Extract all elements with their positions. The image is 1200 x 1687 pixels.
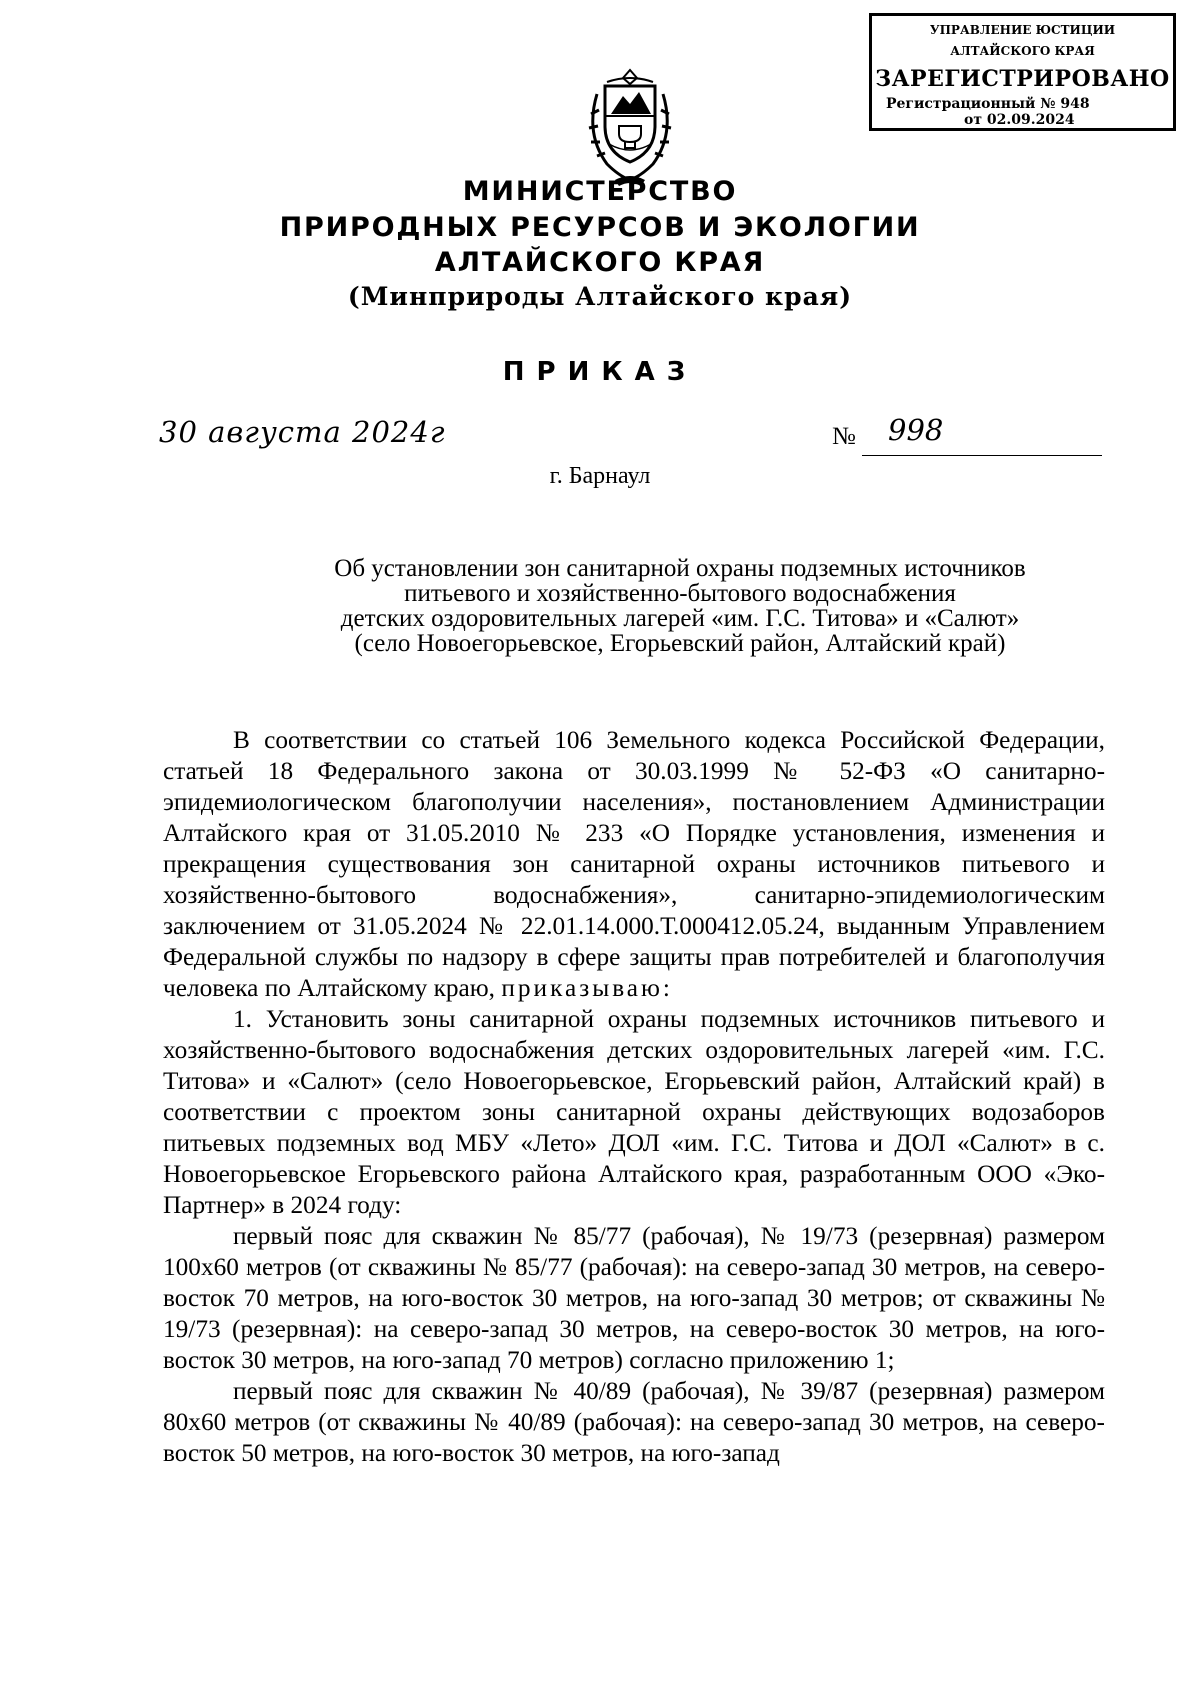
number-label: № [832, 423, 856, 450]
stamp-reg-date: от 02.09.2024 [964, 112, 1075, 128]
document-title [230, 556, 1130, 656]
belt-1-wells-85-19-paragraph: первый пояс для скважин № 85/77 (рабочая), № 19/73 (резервная) размером 100х60 метров (от скважины № 85/77 (рабочая): на северо-запад 30 метров, на северо-восток 70 метров, на юго-восток 30 метров, на юго-запад 30 метров; от скважины № 19/73 (резервная): на северо-запад 30 метров, на северо-восток 30 метров, на юго-восток 30 метров, на юго-запад 70 метров) согласно приложению 1; [163, 1222, 1105, 1374]
ministry-short-name: (Минприроды Алтайского края) [347, 282, 853, 311]
title-line: детских оздоровительных лагерей «им. Г.С. Титова» и «Салют» [340, 605, 1020, 632]
preamble-paragraph [163, 725, 1105, 1004]
city: г. Барнаул [549, 463, 651, 489]
preamble-text: В соответствии со статьей 106 Земельного кодекса Российской Федерации, статьей 18 Федерального закона от 30.03.1999 № 52-ФЗ «О санитарно-эпидемиологическом благополучии населения», постановлением Администрации Алтайского края от 31.05.2010 № 233 «О Порядке установления, изменения и прекращения существования зон санитарной охраны источников питьевого и хозяйственно-бытового водоснабжения», санитарно-эпидемиологическим заключением от 31.05.2024 № 22.01.14.000.Т.000412.05.24, выданным Управлением Федеральной службы по надзору в сфере защиты прав потребителей и благополучия человека по Алтайскому краю, [163, 726, 1105, 1002]
ministry-title-line2: ПРИРОДНЫХ РЕСУРСОВ И ЭКОЛОГИИ [279, 212, 921, 243]
clause-1-paragraph: 1. Установить зоны санитарной охраны подземных источников питьевого и хозяйственно-бытового водоснабжения детских оздоровительных лагерей «им. Г.С. Титова» и «Салют» (село Новоегорьевское, Егорьевский район, Алтайский край) в соответствии с проектом зоны санитарной охраны действующих водозаборов питьевых подземных вод МБУ «Лето» ДОЛ «им. Г.С. Титова и ДОЛ «Салют» в с. Новоегорьевское Егорьевского района Алтайского края, разработанным ООО «Эко-Партнер» в 2024 году: [163, 1005, 1105, 1219]
stamp-org-line1: УПРАВЛЕНИЕ ЮСТИЦИИ [929, 23, 1116, 37]
ministry-title-line3: АЛТАЙСКОГО КРАЯ [434, 247, 766, 278]
stamp-status: ЗАРЕГИСТРИРОВАНО [875, 66, 1170, 92]
document-body [163, 725, 1105, 1469]
coat-of-arms-icon [567, 64, 693, 192]
stamp-org-line2: АЛТАЙСКОГО КРАЯ [950, 44, 1095, 58]
order-word: приказываю: [501, 974, 673, 1002]
document-type: ПРИКАЗ [502, 357, 698, 387]
ministry-title-line1: МИНИСТЕРСТВО [462, 176, 738, 207]
registration-stamp [869, 13, 1176, 131]
belt-1-wells-40-39-paragraph: первый пояс для скважин № 40/89 (рабочая), № 39/87 (резервная) размером 80х60 метров (от скважины № 40/89 (рабочая): на северо-запад 30 метров, на северо-восток 50 метров, на юго-восток 30 метров, на юго-запад [163, 1377, 1105, 1467]
handwritten-number: 998 [888, 413, 944, 447]
title-line: Об установлении зон санитарной охраны подземных источников [334, 555, 1026, 582]
title-line: питьевого и хозяйственно-бытового водоснабжения [404, 580, 956, 607]
handwritten-date: 30 августа 2024г [159, 415, 446, 449]
number-underline [862, 455, 1102, 456]
stamp-reg-number: Регистрационный № 948 [886, 96, 1090, 112]
title-line: (село Новоегорьевское, Егорьевский район, Алтайский край) [354, 630, 1006, 657]
